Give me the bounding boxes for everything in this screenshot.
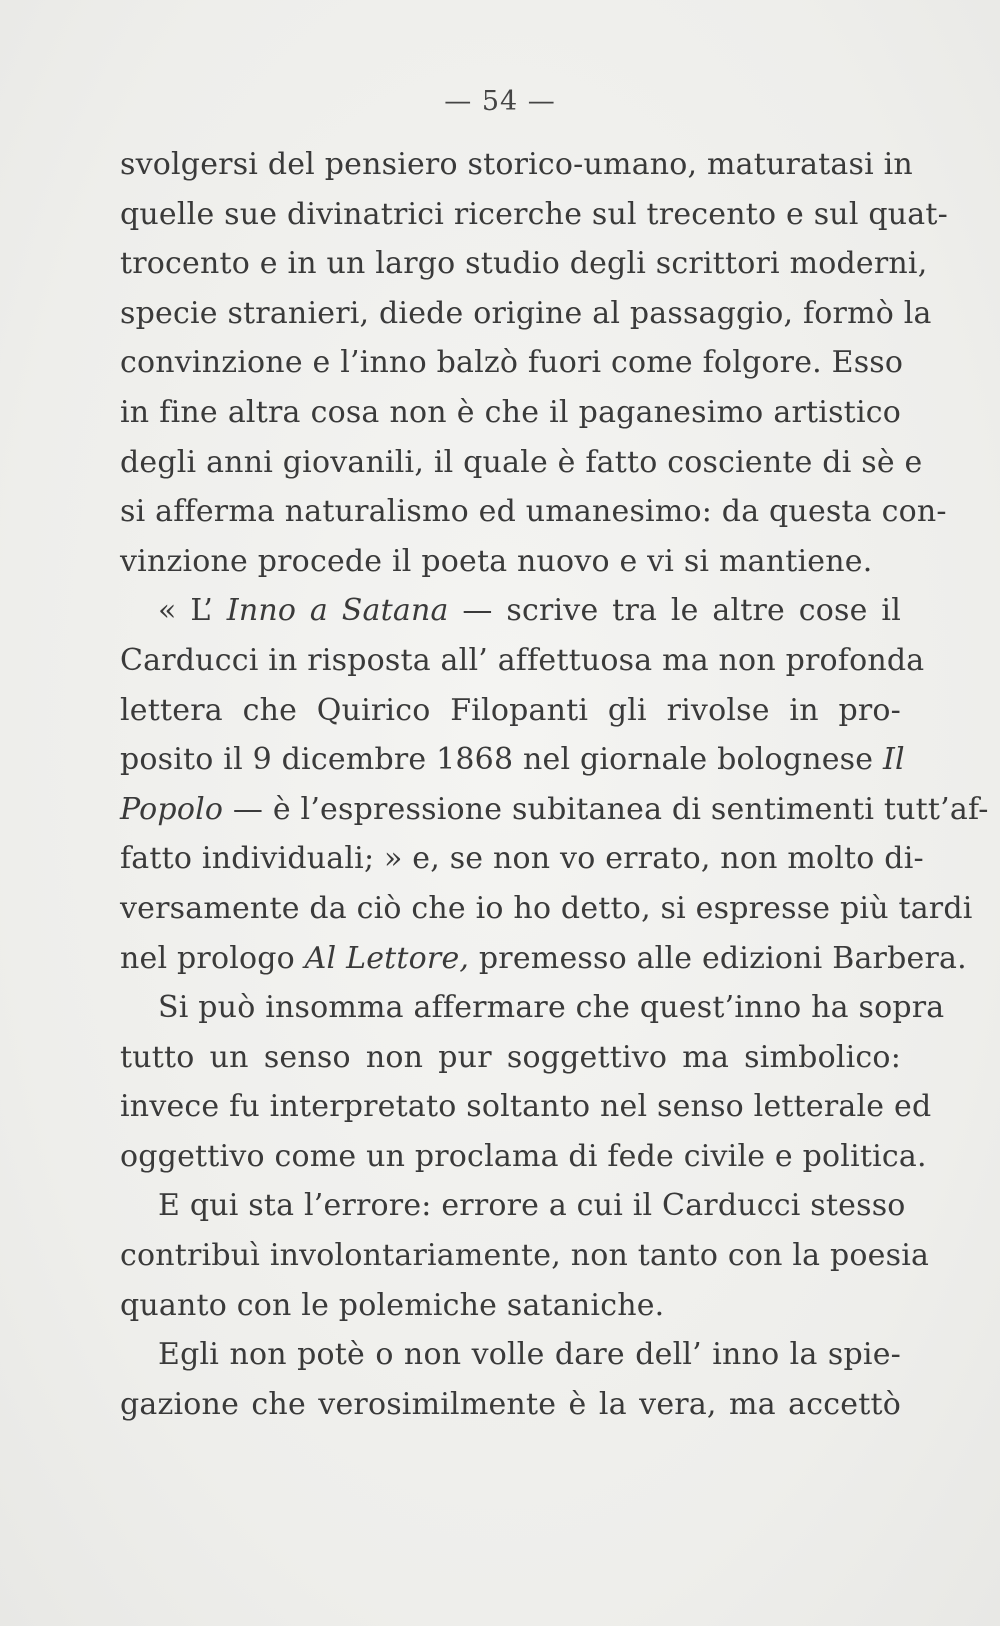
text-line: E qui sta l’errore: errore a cui il Carducci stesso <box>158 1188 906 1224</box>
text-run: nel prologo <box>120 940 305 976</box>
text-line <box>120 586 901 636</box>
text-run: posito il 9 dicembre 1868 nel giornale bolognese <box>120 742 883 778</box>
body-text <box>120 140 989 1429</box>
text-line: lettera che Quirico Filopanti gli rivolse in pro- <box>120 692 901 728</box>
text-line: si afferma naturalismo ed umanesimo: da questa con- <box>120 494 947 530</box>
text-line: vinzione procede il poeta nuovo e vi si mantiene. <box>120 543 873 579</box>
text-line: convinzione e l’inno balzò fuori come folgore. Esso <box>120 345 904 381</box>
text-line: trocento e in un largo studio degli scrittori moderni, <box>120 246 928 282</box>
text-run: premesso alle edizioni Barbera. <box>469 940 967 976</box>
text-line: degli anni giovanili, il quale è fatto cosciente di sè e <box>120 444 923 480</box>
page-number: — 54 — <box>444 86 556 117</box>
text-line: tutto un senso non pur soggettivo ma simbolico: <box>120 1039 901 1075</box>
text-line: gazione che verosimilmente è la vera, ma accettò <box>120 1386 901 1422</box>
text-line: svolgersi del pensiero storico-umano, maturatasi in <box>120 147 913 182</box>
text-line: fatto individuali; » e, se non vo errato, non molto di- <box>120 841 924 877</box>
text-run: « L’ <box>158 593 227 629</box>
book-title-inno-a-satana: Inno a Satana <box>226 593 449 629</box>
text-line: invece fu interpretato soltanto nel senso letterale ed <box>120 1089 932 1125</box>
text-line: quanto con le polemiche sataniche. <box>120 1287 665 1323</box>
text-line: specie stranieri, diede origine al passaggio, formò la <box>120 295 932 331</box>
text-line: Si può insomma affermare che quest’inno ha sopra <box>158 990 945 1026</box>
text-line: versamente da ciò che io ho detto, si espresse più tardi <box>120 890 973 926</box>
newspaper-title-part: Il <box>882 742 905 778</box>
newspaper-title-part: Popolo <box>120 791 224 827</box>
text-run: — è l’espressione subitanea di sentimenti tutt’af- <box>223 791 989 827</box>
text-line: contribuì involontariamente, non tanto con la poesia <box>120 1238 930 1274</box>
text-line: Carducci in risposta all’ affettuosa ma non profonda <box>120 642 925 678</box>
text-line: in fine altra cosa non è che il paganesimo artistico <box>120 394 901 430</box>
text-line: oggettivo come un proclama di fede civile e politica. <box>120 1138 927 1174</box>
text-run: — scrive tra le altre cose il <box>448 593 901 629</box>
text-line <box>120 934 967 984</box>
prologue-title: Al Lettore, <box>304 940 470 976</box>
text-line: quelle sue divinatrici ricerche sul trecento e sul quat- <box>120 196 948 232</box>
text-line <box>120 785 989 835</box>
text-line: Egli non potè o non volle dare dell’ inno la spie- <box>158 1337 901 1373</box>
text-line <box>120 735 905 785</box>
